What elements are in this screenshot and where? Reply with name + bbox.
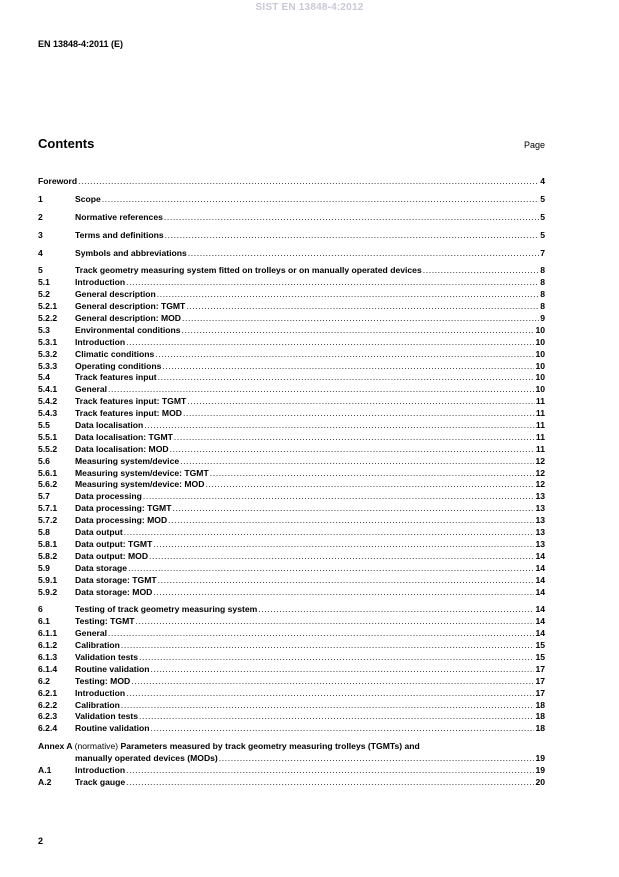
toc-entry-number: 5.7.2: [38, 515, 58, 526]
toc-entry-number: 5: [38, 265, 43, 276]
toc-entry-number: 5.6.2: [38, 479, 58, 490]
toc-entry[interactable]: [38, 688, 545, 700]
toc-entry-page: 13: [535, 515, 545, 526]
toc-main-entries: [38, 176, 545, 735]
toc-entry-number: 5.7.1: [38, 503, 58, 514]
toc-entry[interactable]: [38, 194, 545, 206]
toc-entry-title: Calibration: [75, 640, 120, 651]
dot-leader: [139, 711, 534, 721]
table-of-contents: [38, 176, 545, 789]
toc-entry[interactable]: [38, 491, 545, 503]
toc-entry[interactable]: [38, 503, 545, 515]
page-number: 2: [38, 836, 44, 846]
contents-heading: Contents: [38, 136, 95, 151]
toc-entry[interactable]: [38, 176, 545, 188]
toc-entry-number: 5.1: [38, 277, 50, 288]
toc-entry-page: 5: [540, 211, 545, 222]
toc-entry-number: 6.1.4: [38, 663, 58, 674]
toc-entry-number: 6: [38, 604, 43, 615]
toc-entry-page: 12: [535, 455, 545, 466]
toc-entry-title: Introduction: [75, 687, 126, 698]
toc-entry-number: 3: [38, 229, 43, 240]
annex-title-line1: Parameters measured by track geometry measuring trolleys (TGMTs) and: [120, 741, 420, 752]
toc-entry-title: Track gauge: [75, 776, 126, 787]
toc-entry-page: 8: [540, 277, 545, 288]
toc-entry-title: Introduction: [75, 336, 126, 347]
toc-entry-title: Data localisation: [75, 420, 144, 431]
toc-entry[interactable]: [38, 539, 545, 551]
toc-entry-page: 8: [540, 301, 545, 312]
toc-entry-page: 10: [535, 336, 545, 347]
toc-entry-number: 5.8.2: [38, 550, 58, 561]
toc-entry[interactable]: [38, 432, 545, 444]
toc-entry-title: Data storage: [75, 562, 128, 573]
toc-entry-title: Climatic conditions: [75, 348, 155, 359]
dot-leader: [423, 265, 539, 275]
toc-entry-title: Data processing: TGMT: [75, 503, 172, 514]
dot-leader: [149, 551, 534, 561]
dot-leader: [126, 337, 534, 347]
toc-entry-title: Data localisation: MOD: [75, 443, 169, 454]
toc-entry-title: Data storage: TGMT: [75, 574, 157, 585]
toc-entry-page: 13: [535, 538, 545, 549]
toc-entry[interactable]: [38, 313, 545, 325]
toc-entry[interactable]: [38, 408, 545, 420]
toc-entry-title: General description: TGMT: [75, 301, 186, 312]
dot-leader: [143, 491, 535, 501]
toc-entry[interactable]: [38, 212, 545, 224]
toc-entry[interactable]: [38, 384, 545, 396]
toc-entry-page: 20: [535, 776, 545, 787]
toc-entry-title: General description: MOD: [75, 313, 182, 324]
toc-entry-title: Scope: [75, 193, 101, 204]
dot-leader: [108, 628, 534, 638]
toc-entry[interactable]: [38, 468, 545, 480]
toc-entry-number: 4: [38, 247, 43, 258]
dot-leader: [126, 777, 534, 787]
toc-entry-page: 18: [535, 711, 545, 722]
annex-qualifier: (normative): [74, 741, 119, 752]
toc-entry-page: 10: [535, 348, 545, 359]
toc-entry[interactable]: [38, 372, 545, 384]
toc-entry-title: Validation tests: [75, 651, 139, 662]
toc-entry-number: 5.2: [38, 289, 50, 300]
dot-leader: [170, 444, 535, 454]
toc-entry[interactable]: [38, 777, 545, 789]
toc-entry-number: 6.2.3: [38, 711, 58, 722]
dot-leader: [128, 563, 534, 573]
toc-entry[interactable]: [38, 289, 545, 301]
toc-entry-number: 5.9: [38, 562, 50, 573]
toc-entry-number: 5.6.1: [38, 467, 58, 478]
dot-leader: [158, 372, 535, 382]
toc-entry-number: 5.7: [38, 491, 50, 502]
dot-leader: [188, 248, 539, 258]
toc-entry-page: 9: [540, 313, 545, 324]
toc-entry[interactable]: [38, 230, 545, 242]
toc-entry[interactable]: [38, 640, 545, 652]
toc-entry-page: 11: [535, 396, 545, 407]
dot-leader: [172, 503, 534, 513]
dot-leader: [126, 277, 539, 287]
toc-annex-entry[interactable]: [38, 741, 545, 753]
toc-entry[interactable]: [38, 765, 545, 777]
dot-leader: [157, 289, 540, 299]
toc-entry-page: 5: [540, 193, 545, 204]
dot-leader: [126, 765, 534, 775]
toc-entry-number: 5.8.1: [38, 538, 58, 549]
toc-entry-number: A.2: [38, 776, 52, 787]
toc-entry-title: Routine validation: [75, 723, 150, 734]
toc-entry-page: 11: [535, 443, 545, 454]
toc-entry[interactable]: [38, 723, 545, 735]
dot-leader: [162, 361, 534, 371]
dot-leader: [164, 212, 539, 222]
toc-entry-page: 12: [535, 479, 545, 490]
dot-leader: [219, 753, 535, 763]
toc-entry-number: 6.2.2: [38, 699, 58, 710]
dot-leader: [144, 420, 535, 430]
toc-entry-number: 5.9.1: [38, 574, 58, 585]
toc-entry[interactable]: [38, 349, 545, 361]
toc-entry-number: 5.3.3: [38, 360, 58, 371]
toc-entry-page: 10: [535, 372, 545, 383]
toc-entry-number: 5.3.2: [38, 348, 58, 359]
dot-leader: [108, 384, 534, 394]
toc-entry-title: Data processing: MOD: [75, 515, 168, 526]
toc-entry-number: 6.2: [38, 675, 50, 686]
toc-entry-title: Measuring system/device: [75, 455, 180, 466]
toc-entry-page: 14: [535, 628, 545, 639]
dot-leader: [183, 408, 535, 418]
toc-entry[interactable]: [38, 301, 545, 313]
toc-entry[interactable]: [38, 479, 545, 491]
dot-leader: [121, 640, 535, 650]
toc-entry-page: 14: [535, 550, 545, 561]
toc-entry-title: Calibration: [75, 699, 120, 710]
toc-entry-number: 6.2.4: [38, 723, 58, 734]
toc-entry-title: Data storage: MOD: [75, 586, 153, 597]
toc-entry-page: 8: [540, 289, 545, 300]
toc-entry-number: 5.2.2: [38, 313, 58, 324]
dot-leader: [153, 587, 534, 597]
toc-entry-title: General: [75, 384, 108, 395]
dot-leader: [139, 652, 534, 662]
dot-leader: [131, 676, 534, 686]
toc-entry[interactable]: [38, 337, 545, 349]
dot-leader: [78, 176, 539, 186]
toc-entry-page: 14: [535, 574, 545, 585]
toc-entry-title: Introduction: [75, 277, 126, 288]
toc-entry-page: 5: [540, 229, 545, 240]
toc-entry-page: 14: [535, 586, 545, 597]
dot-leader: [180, 456, 534, 466]
toc-entry[interactable]: [38, 587, 545, 599]
dot-leader: [187, 396, 535, 406]
toc-entry-title: Testing of track geometry measuring system: [75, 604, 258, 615]
toc-entry-title: Measuring system/device: MOD: [75, 479, 205, 490]
dot-leader: [158, 575, 535, 585]
toc-entry-title: Track features input: MOD: [75, 408, 182, 419]
dot-leader: [174, 432, 535, 442]
toc-entry-title: Validation tests: [75, 711, 139, 722]
toc-entry[interactable]: [38, 515, 545, 527]
toc-entry-number: 6.1.3: [38, 651, 58, 662]
toc-entry-number: 6.1: [38, 616, 50, 627]
dot-leader: [124, 527, 535, 537]
toc-annex-entry-continued[interactable]: [38, 753, 545, 765]
toc-entry-title: Introduction: [75, 764, 126, 775]
toc-entry-title: Testing: TGMT: [75, 616, 135, 627]
toc-entry[interactable]: [38, 420, 545, 432]
dot-leader: [150, 723, 534, 733]
toc-entry-number: 5.5.2: [38, 443, 58, 454]
watermark: SIST EN 13848-4:2012: [255, 2, 364, 13]
toc-entry-page: 10: [535, 360, 545, 371]
dot-leader: [165, 230, 540, 240]
toc-entry-number: 5.4.3: [38, 408, 58, 419]
toc-entry-title: Track features input: [75, 372, 157, 383]
toc-entry-page: 10: [535, 324, 545, 335]
toc-entry-page: 18: [535, 723, 545, 734]
toc-annex-subentries: [38, 765, 545, 789]
toc-entry[interactable]: [38, 396, 545, 408]
toc-entry-title: Routine validation: [75, 663, 150, 674]
dot-leader: [186, 301, 539, 311]
toc-entry-number: 2: [38, 211, 43, 222]
toc-entry-title: Data output: [75, 527, 123, 538]
toc-entry-page: 14: [535, 616, 545, 627]
dot-leader: [182, 325, 535, 335]
toc-entry-number: A.1: [38, 764, 52, 775]
toc-entry-title: Measuring system/device: TGMT: [75, 467, 209, 478]
dot-leader: [205, 479, 534, 489]
toc-entry-page: 15: [535, 651, 545, 662]
toc-entry-number: 5.3: [38, 324, 50, 335]
toc-entry-page: 11: [535, 431, 545, 442]
toc-entry[interactable]: [38, 527, 545, 539]
toc-entry-number: 1: [38, 193, 43, 204]
toc-entry[interactable]: [38, 628, 545, 640]
toc-entry-title: Operating conditions: [75, 360, 162, 371]
toc-entry[interactable]: [38, 444, 545, 456]
toc-entry-page: 18: [535, 699, 545, 710]
toc-entry-title: Data localisation: TGMT: [75, 431, 173, 442]
dot-leader: [150, 664, 534, 674]
toc-entry-page: 14: [535, 604, 545, 615]
annex-title-line2: manually operated devices (MODs): [75, 753, 218, 764]
dot-leader: [258, 604, 534, 614]
toc-entry-title: Symbols and abbreviations: [75, 247, 187, 258]
toc-entry[interactable]: [38, 700, 545, 712]
toc-entry-page: 12: [535, 467, 545, 478]
toc-entry-page: 13: [535, 491, 545, 502]
toc-entry-title: Normative references: [75, 211, 163, 222]
toc-entry-page: 19: [535, 764, 545, 775]
toc-entry-number: 6.1.1: [38, 628, 58, 639]
toc-entry-title: Data processing: [75, 491, 142, 502]
dot-leader: [126, 688, 534, 698]
toc-entry-page: 4: [540, 176, 545, 186]
toc-entry[interactable]: [38, 361, 545, 373]
dot-leader: [155, 349, 534, 359]
toc-entry-title: Track geometry measuring system fitted on trolleys or on manually operated devices: [75, 265, 422, 276]
toc-entry-number: 5.5: [38, 420, 50, 431]
dot-leader: [136, 616, 535, 626]
toc-entry[interactable]: [38, 325, 545, 337]
toc-entry-number: 5.3.1: [38, 336, 58, 347]
toc-entry-number: 5.8: [38, 527, 50, 538]
toc-entry-page: 15: [535, 640, 545, 651]
toc-entry[interactable]: [38, 265, 545, 277]
toc-entry-title: General: [75, 628, 108, 639]
toc-entry-number: 5.4: [38, 372, 50, 383]
toc-entry-title: Data output: TGMT: [75, 538, 153, 549]
annex-page: 19: [535, 753, 545, 764]
toc-entry-number: 5.5.1: [38, 431, 58, 442]
toc-entry-number: 5.9.2: [38, 586, 58, 597]
toc-entry[interactable]: [38, 563, 545, 575]
toc-entry-number: 5.6: [38, 455, 50, 466]
dot-leader: [153, 539, 534, 549]
toc-entry[interactable]: [38, 277, 545, 289]
toc-entry[interactable]: [38, 664, 545, 676]
toc-entry-title: General description: [75, 289, 156, 300]
toc-entry-title: Terms and definitions: [75, 229, 164, 240]
toc-entry-page: 8: [540, 265, 545, 276]
toc-entry-number: 5.2.1: [38, 301, 58, 312]
toc-entry[interactable]: [38, 604, 545, 616]
toc-entry-number: 5.4.2: [38, 396, 58, 407]
toc-entry[interactable]: [38, 248, 545, 260]
toc-entry[interactable]: [38, 711, 545, 723]
toc-entry-number: 6.1.2: [38, 640, 58, 651]
document-id: EN 13848-4:2011 (E): [38, 39, 124, 49]
toc-entry[interactable]: [38, 456, 545, 468]
page-column-label: Page: [523, 140, 545, 150]
toc-entry-page: 13: [535, 527, 545, 538]
toc-entry-page: 13: [535, 503, 545, 514]
toc-entry-page: 17: [535, 675, 545, 686]
toc-entry[interactable]: [38, 616, 545, 628]
toc-entry-page: 17: [535, 663, 545, 674]
dot-leader: [182, 313, 539, 323]
toc-entry-title: Environmental conditions: [75, 324, 181, 335]
toc-entry-title: Foreword: [38, 176, 78, 186]
toc-entry-page: 11: [535, 420, 545, 431]
toc-entry-page: 17: [535, 687, 545, 698]
dot-leader: [102, 194, 539, 204]
toc-entry-title: Data output: MOD: [75, 550, 149, 561]
dot-leader: [121, 700, 535, 710]
toc-entry[interactable]: [38, 652, 545, 664]
toc-entry-page: 14: [535, 562, 545, 573]
toc-entry-number: 5.4.1: [38, 384, 58, 395]
dot-leader: [168, 515, 534, 525]
toc-entry-number: 6.2.1: [38, 687, 58, 698]
dot-leader: [210, 468, 535, 478]
toc-entry-page: 11: [535, 408, 545, 419]
toc-entry[interactable]: [38, 551, 545, 563]
annex-label: Annex A: [38, 741, 73, 752]
toc-entry[interactable]: [38, 676, 545, 688]
toc-entry-title: Track features input: TGMT: [75, 396, 187, 407]
toc-entry-title: Testing: MOD: [75, 675, 131, 686]
toc-entry-page: 10: [535, 384, 545, 395]
toc-entry-page: 7: [540, 247, 545, 258]
toc-entry[interactable]: [38, 575, 545, 587]
